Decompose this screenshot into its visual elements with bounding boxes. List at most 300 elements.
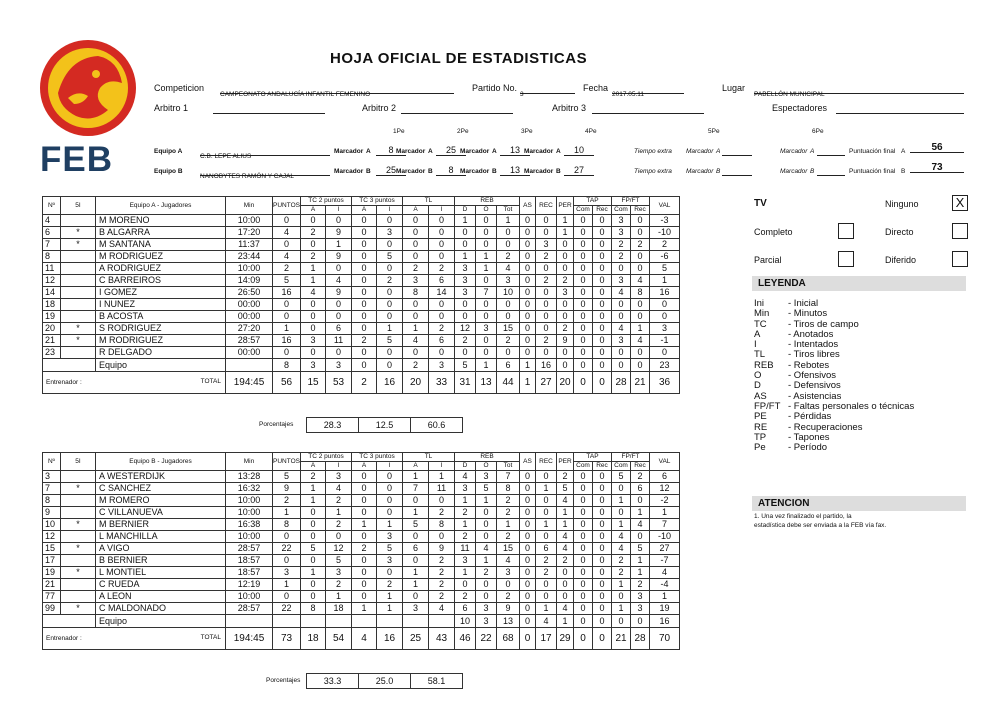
- stat-cell: 0: [301, 591, 326, 603]
- stat-cell: 3: [476, 323, 497, 335]
- marcador-5-field: [817, 145, 845, 156]
- player-name: C MALDONADO: [96, 603, 226, 615]
- stat-cell: 0: [593, 555, 612, 567]
- leyenda-abbr: PE: [754, 411, 767, 423]
- stat-cell: 5: [557, 483, 574, 495]
- stat-cell: 0: [377, 299, 403, 311]
- stat-cell: 0: [536, 591, 557, 603]
- total-label: TOTAL: [200, 378, 221, 385]
- stat-cell: 9: [43, 507, 61, 519]
- stat-cell: 4: [557, 543, 574, 555]
- stat-cell: 23: [650, 359, 680, 372]
- stat-cell: 1: [520, 359, 536, 372]
- leyenda-abbr: A: [754, 328, 761, 340]
- column-header: Tot: [497, 206, 520, 215]
- table-row: [43, 483, 680, 495]
- marcador-letter: B: [428, 168, 433, 175]
- stat-cell: 8: [273, 519, 301, 531]
- stat-cell: 6: [43, 227, 61, 239]
- player-name: A LEON: [96, 591, 226, 603]
- total-cell: 18: [301, 628, 326, 650]
- marcador-label: Marcador: [460, 168, 490, 175]
- stat-cell: 5: [455, 359, 476, 372]
- stat-cell: 0: [612, 311, 631, 323]
- stat-cell: 2: [557, 471, 574, 483]
- total-cell: 1: [520, 372, 536, 394]
- period-score: 13: [500, 145, 530, 156]
- stat-cell: 0: [520, 471, 536, 483]
- stat-cell: 0: [403, 555, 429, 567]
- stat-cell: 0: [520, 591, 536, 603]
- stat-cell: 0: [612, 591, 631, 603]
- stat-cell: 0: [593, 579, 612, 591]
- column-header: PER: [557, 197, 574, 215]
- marcador-5-field: [817, 165, 845, 176]
- table-row: [43, 543, 680, 555]
- stat-cell: 3: [43, 471, 61, 483]
- tv-ninguno-label: Ninguno: [885, 199, 919, 209]
- stat-cell: 9: [326, 287, 352, 299]
- stat-cell: 1: [631, 555, 650, 567]
- stat-cell: 8: [403, 287, 429, 299]
- total-cell: 194:45: [226, 372, 273, 394]
- stat-cell: *: [61, 335, 96, 347]
- stat-cell: 0: [377, 215, 403, 227]
- stat-cell: 0: [536, 347, 557, 359]
- stat-cell: 0: [520, 311, 536, 323]
- period-2-label: 2Pe: [457, 128, 469, 135]
- stat-cell: 3: [536, 239, 557, 251]
- stat-cell: 0: [497, 239, 520, 251]
- stat-cell: 1: [612, 495, 631, 507]
- stat-cell: -3: [650, 215, 680, 227]
- stat-cell: 0: [574, 531, 593, 543]
- total-cell: 43: [429, 628, 455, 650]
- stat-cell: 3: [612, 227, 631, 239]
- leyenda-abbr: Ini: [754, 298, 765, 309]
- stat-cell: 6: [650, 471, 680, 483]
- stat-cell: 0: [326, 531, 352, 543]
- stat-cell: 12: [650, 483, 680, 495]
- table-row: [43, 239, 680, 251]
- leyenda-desc: - Período: [788, 442, 828, 454]
- stat-cell: 0: [326, 299, 352, 311]
- stat-cell: 0: [429, 495, 455, 507]
- column-header: Com: [612, 462, 631, 471]
- stat-cell: 16: [273, 335, 301, 347]
- stat-cell: 2: [497, 507, 520, 519]
- team-b-porcentajes-label: Porcentajes: [266, 677, 301, 684]
- stat-cell: 7: [43, 483, 61, 495]
- stat-cell: 0: [352, 263, 377, 275]
- stat-cell: 9: [326, 227, 352, 239]
- column-header: A: [403, 462, 429, 471]
- atencion-text-2: estadística debe ser enviada a la FEB vía fax.: [754, 522, 887, 529]
- stat-cell: 0: [301, 531, 326, 543]
- total-cell: 29: [557, 628, 574, 650]
- fecha-label: Fecha: [583, 83, 609, 93]
- stat-cell: 0: [574, 483, 593, 495]
- stat-cell: 10: [455, 615, 476, 628]
- stat-cell: 4: [455, 471, 476, 483]
- total-cell: 4: [352, 628, 377, 650]
- stat-cell: 0: [352, 507, 377, 519]
- stat-cell: 2: [476, 567, 497, 579]
- total-cell: 25: [403, 628, 429, 650]
- stat-cell: 2: [403, 359, 429, 372]
- stat-cell: 0: [520, 227, 536, 239]
- stat-cell: [61, 263, 96, 275]
- stat-cell: 0: [593, 227, 612, 239]
- stat-cell: 16: [536, 359, 557, 372]
- stat-cell: 3: [326, 567, 352, 579]
- stat-cell: 10:00: [226, 263, 273, 275]
- stat-cell: 0: [520, 543, 536, 555]
- stat-cell: 0: [352, 287, 377, 299]
- stat-cell: [326, 615, 352, 628]
- stat-cell: 0: [593, 275, 612, 287]
- marcador-letter: A: [366, 148, 371, 155]
- stat-cell: 1: [273, 323, 301, 335]
- stat-cell: 0: [574, 507, 593, 519]
- marcador-letter: A: [428, 148, 433, 155]
- period-3-label: 3Pe: [521, 128, 533, 135]
- period-6-label: 6Pe: [812, 128, 824, 135]
- stat-cell: 26:50: [226, 287, 273, 299]
- stat-cell: 0: [536, 311, 557, 323]
- stat-cell: 0: [536, 495, 557, 507]
- stat-cell: -6: [650, 251, 680, 263]
- tv-completo-label: Completo: [754, 227, 793, 237]
- stat-cell: 2: [536, 567, 557, 579]
- column-header: I: [377, 206, 403, 215]
- stat-cell: 10:00: [226, 591, 273, 603]
- column-header: A: [352, 462, 377, 471]
- stat-cell: 0: [403, 591, 429, 603]
- stat-cell: 1: [650, 275, 680, 287]
- stat-cell: 1: [631, 507, 650, 519]
- marcador-label: Marcador: [460, 148, 490, 155]
- stat-cell: 0: [557, 359, 574, 372]
- stat-cell: 0: [557, 591, 574, 603]
- stat-cell: 0: [593, 603, 612, 615]
- stat-cell: 8: [497, 483, 520, 495]
- stat-cell: 0: [593, 215, 612, 227]
- stat-cell: 3: [326, 471, 352, 483]
- stat-cell: 0: [403, 215, 429, 227]
- table-row: [43, 335, 680, 347]
- stat-cell: 0: [403, 311, 429, 323]
- stat-cell: *: [61, 323, 96, 335]
- stat-cell: 0: [455, 239, 476, 251]
- stat-cell: 2: [326, 495, 352, 507]
- tv-completo-checkbox[interactable]: [838, 223, 854, 239]
- entrenador-total-cell: [43, 628, 226, 650]
- period-score: 13: [500, 165, 530, 176]
- stat-cell: 0: [631, 263, 650, 275]
- stat-cell: 0: [574, 323, 593, 335]
- stat-cell: 22: [273, 543, 301, 555]
- stat-cell: 0: [520, 251, 536, 263]
- stat-cell: 1: [377, 591, 403, 603]
- stat-cell: 0: [520, 275, 536, 287]
- team-name-field: [200, 165, 330, 180]
- stat-cell: 0: [650, 347, 680, 359]
- stat-cell: 23:44: [226, 251, 273, 263]
- stat-cell: 13: [497, 615, 520, 628]
- stat-cell: 0: [593, 495, 612, 507]
- total-cell: 0: [520, 628, 536, 650]
- stat-cell: 3: [476, 615, 497, 628]
- stat-cell: 2: [612, 251, 631, 263]
- stat-cell: 5: [377, 251, 403, 263]
- stat-cell: 0: [352, 275, 377, 287]
- stat-cell: 0: [326, 311, 352, 323]
- table-row: [43, 263, 680, 275]
- equipo-row: [43, 615, 680, 628]
- stat-cell: 1: [403, 471, 429, 483]
- tv-diferido-checkbox[interactable]: [952, 251, 968, 267]
- stat-cell: 0: [377, 311, 403, 323]
- marcador-5-label: Marcador: [780, 148, 808, 155]
- stat-cell: 6: [536, 543, 557, 555]
- stat-cell: [273, 615, 301, 628]
- stat-cell: 0: [593, 531, 612, 543]
- stat-cell: 0: [455, 347, 476, 359]
- stat-cell: *: [61, 239, 96, 251]
- column-header: I: [429, 206, 455, 215]
- stat-cell: 0: [520, 519, 536, 531]
- stat-cell: 1: [301, 495, 326, 507]
- table-row: [43, 323, 680, 335]
- stat-cell: 2: [377, 275, 403, 287]
- stat-cell: 17:20: [226, 227, 273, 239]
- column-header: Rec: [631, 462, 650, 471]
- team-name: NANOBYTES RAMÓN Y CAJAL: [200, 173, 295, 180]
- player-name: C RUEDA: [96, 579, 226, 591]
- stat-cell: 3: [301, 335, 326, 347]
- entrenador-label: Entrenador :: [46, 635, 82, 642]
- stat-cell: 0: [574, 359, 593, 372]
- stat-cell: 0: [273, 215, 301, 227]
- column-header: VAL: [650, 197, 680, 215]
- tv-parcial-checkbox[interactable]: [838, 251, 854, 267]
- stat-cell: 18: [43, 299, 61, 311]
- table-row: [43, 287, 680, 299]
- arbitro2-field: [401, 103, 513, 114]
- arbitro1-field: [213, 103, 325, 114]
- stat-cell: 3: [455, 287, 476, 299]
- stat-cell: 0: [352, 567, 377, 579]
- stat-cell: 2: [301, 251, 326, 263]
- fecha-field: [612, 83, 684, 98]
- table-row: [43, 531, 680, 543]
- stat-cell: *: [61, 567, 96, 579]
- total-cell: 0: [574, 628, 593, 650]
- stat-cell: 0: [574, 299, 593, 311]
- stat-cell: 4: [273, 227, 301, 239]
- total-cell: 46: [455, 628, 476, 650]
- stat-cell: 0: [273, 591, 301, 603]
- column-header: I: [377, 462, 403, 471]
- column-header: TC 3 puntos: [352, 453, 403, 462]
- stat-cell: 0: [476, 215, 497, 227]
- stat-cell: 4: [612, 287, 631, 299]
- table-row: [43, 227, 680, 239]
- leyenda-desc: - Tiros de campo: [788, 318, 859, 330]
- stat-cell: 18:57: [226, 555, 273, 567]
- stat-cell: 4: [650, 567, 680, 579]
- stat-cell: 0: [593, 323, 612, 335]
- stat-cell: 13:28: [226, 471, 273, 483]
- partido-label: Partido No.: [472, 83, 518, 93]
- stat-cell: 0: [301, 239, 326, 251]
- stat-cell: 1: [273, 579, 301, 591]
- stat-cell: 0: [536, 227, 557, 239]
- stat-cell: 27: [650, 543, 680, 555]
- team-name: C.B. LEPE ALIUS: [200, 153, 252, 160]
- stat-cell: 0: [593, 263, 612, 275]
- stat-cell: 1: [326, 239, 352, 251]
- stat-cell: 0: [574, 543, 593, 555]
- table-row: [43, 507, 680, 519]
- stat-cell: 0: [593, 335, 612, 347]
- tv-directo-checkbox[interactable]: [952, 223, 968, 239]
- stat-cell: 2: [429, 579, 455, 591]
- stat-cell: 0: [377, 567, 403, 579]
- stat-cell: 0: [429, 239, 455, 251]
- stat-cell: 4: [536, 615, 557, 628]
- stat-cell: 0: [301, 311, 326, 323]
- stat-cell: 2: [326, 519, 352, 531]
- stat-cell: 15: [43, 543, 61, 555]
- marcador-label: Marcador: [334, 148, 364, 155]
- stat-cell: 4: [273, 251, 301, 263]
- stat-cell: [61, 555, 96, 567]
- stat-cell: 7: [403, 483, 429, 495]
- stat-cell: 0: [476, 347, 497, 359]
- stat-cell: 0: [352, 311, 377, 323]
- stat-cell: 1: [612, 579, 631, 591]
- stat-cell: 2: [557, 555, 574, 567]
- marcador-letter: B: [366, 168, 371, 175]
- leyenda-abbr: TL: [754, 349, 766, 361]
- stat-cell: 0: [352, 347, 377, 359]
- stat-cell: 0: [612, 507, 631, 519]
- marcador-label: Marcador: [396, 168, 426, 175]
- stat-cell: 0: [326, 263, 352, 275]
- stat-cell: 0: [536, 471, 557, 483]
- stat-cell: 19: [43, 311, 61, 323]
- stat-cell: 3: [403, 275, 429, 287]
- stat-cell: 0: [301, 215, 326, 227]
- column-header: TC 3 puntos: [352, 197, 403, 206]
- stat-cell: 3: [455, 483, 476, 495]
- stat-cell: 0: [574, 567, 593, 579]
- stat-cell: 00:00: [226, 311, 273, 323]
- final-score: 73: [910, 162, 964, 173]
- team-a-porcentajes: [306, 417, 463, 433]
- stat-cell: 1: [455, 567, 476, 579]
- stat-cell: 5: [377, 543, 403, 555]
- column-header: AS: [520, 453, 536, 471]
- stat-cell: 0: [497, 227, 520, 239]
- stat-cell: [61, 579, 96, 591]
- total-cell: 0: [574, 372, 593, 394]
- stat-cell: 0: [612, 615, 631, 628]
- stat-cell: 1: [497, 215, 520, 227]
- atencion-text-1: 1. Una vez finalizado el partido, la: [754, 513, 852, 520]
- stat-cell: [226, 615, 273, 628]
- total-cell: 0: [593, 372, 612, 394]
- marcador-extra-letter: A: [716, 148, 721, 155]
- total-cell: 70: [650, 628, 680, 650]
- stat-cell: 1: [273, 507, 301, 519]
- stat-cell: *: [61, 519, 96, 531]
- player-name: I NUNEZ: [96, 299, 226, 311]
- tv-ninguno-checkbox[interactable]: X: [952, 195, 968, 211]
- stat-cell: 1: [377, 603, 403, 615]
- stat-cell: 0: [574, 347, 593, 359]
- stat-cell: 3: [612, 275, 631, 287]
- stat-cell: [301, 615, 326, 628]
- entrenador-total-cell: [43, 372, 226, 394]
- stat-cell: 0: [536, 287, 557, 299]
- column-header: I: [429, 462, 455, 471]
- stat-cell: 0: [574, 603, 593, 615]
- stat-cell: 8: [273, 359, 301, 372]
- stat-cell: 0: [631, 227, 650, 239]
- period-score: 8: [436, 165, 466, 176]
- totals-row: [43, 628, 680, 650]
- stat-cell: 2: [273, 495, 301, 507]
- column-header: AS: [520, 197, 536, 215]
- stat-cell: 0: [352, 483, 377, 495]
- stat-cell: 0: [520, 615, 536, 628]
- stat-cell: 0: [377, 483, 403, 495]
- stat-cell: 5: [326, 555, 352, 567]
- stat-cell: 11:37: [226, 239, 273, 251]
- stat-cell: [61, 591, 96, 603]
- total-cell: 15: [301, 372, 326, 394]
- leyenda-abbr: Min: [754, 308, 770, 320]
- stat-cell: [61, 299, 96, 311]
- stat-cell: 2: [429, 507, 455, 519]
- stat-cell: 5: [650, 263, 680, 275]
- stat-cell: 0: [593, 311, 612, 323]
- team-b-porcentajes: [306, 673, 463, 689]
- leyenda-abbr: REB: [754, 359, 774, 371]
- stat-cell: 3: [476, 471, 497, 483]
- marcador-letter: A: [492, 148, 497, 155]
- stat-cell: 0: [631, 495, 650, 507]
- team-label: Equipo B: [154, 168, 183, 175]
- stat-cell: [226, 359, 273, 372]
- stat-cell: 0: [301, 347, 326, 359]
- stat-cell: 0: [520, 531, 536, 543]
- column-header: O: [476, 462, 497, 471]
- stat-cell: 2: [497, 591, 520, 603]
- player-name: B ALGARRA: [96, 227, 226, 239]
- stat-cell: 9: [557, 335, 574, 347]
- stat-cell: 0: [455, 311, 476, 323]
- stat-cell: 0: [403, 299, 429, 311]
- stat-cell: 0: [612, 263, 631, 275]
- stat-cell: 1: [352, 603, 377, 615]
- feb-logo-emblem: [38, 38, 138, 138]
- stat-cell: 2: [429, 263, 455, 275]
- competicion-value: CAMPEONATO ANDALUCÍA INFANTIL FEMENINO: [220, 91, 371, 98]
